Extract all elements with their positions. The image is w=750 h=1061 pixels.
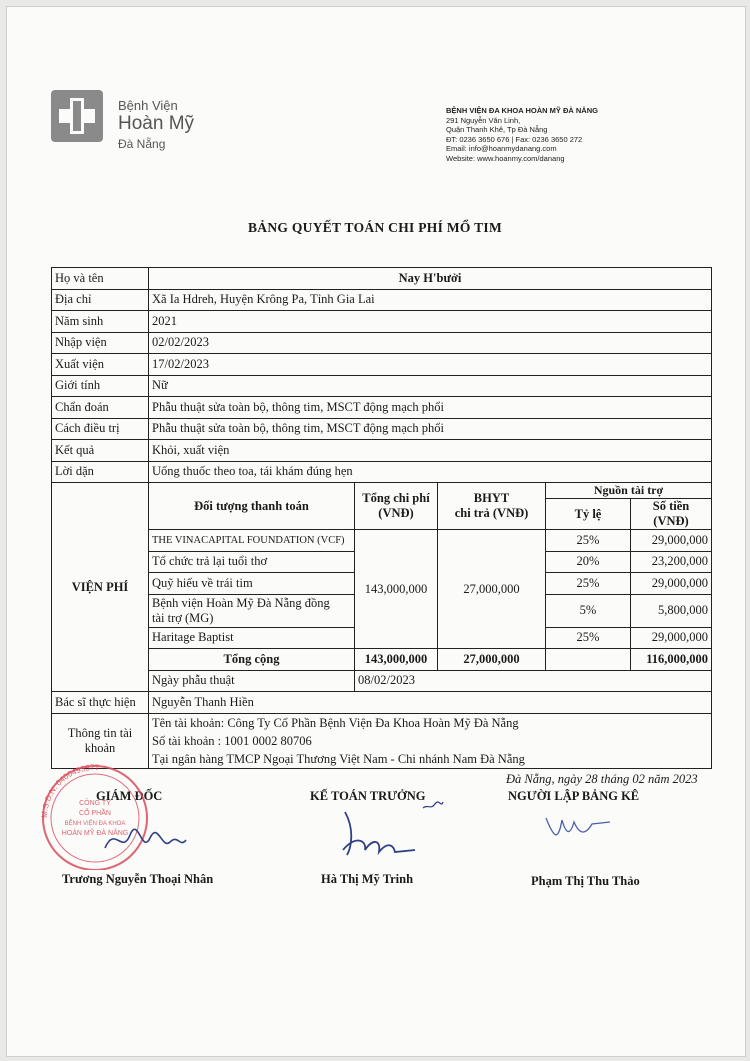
amount: 29,000,000 [631,573,712,595]
admit-date: 02/02/2023 [149,332,712,354]
account-label-l1: Thông tin tài [67,725,133,740]
ratio: 25% [546,573,631,595]
col-payer: Đối tượng thanh toán [149,483,355,530]
accountant-signature-icon [325,800,445,860]
patient-gender: Nữ [149,375,712,397]
table-row [52,670,712,692]
fees-header-row [52,483,712,499]
logo-line-2: Hoàn Mỹ [118,113,195,134]
svg-text:HOÀN MỸ ĐÀ NẴNG: HOÀN MỸ ĐÀ NẴNG [61,830,129,837]
amount: 5,800,000 [631,594,712,627]
hospital-logo-icon [51,90,103,142]
col-source: Nguồn tài trợ [546,483,712,499]
table-row [52,530,712,552]
row-label: Xuất viện [52,354,149,376]
phone-fax: ĐT: 0236 3650 676 | Fax: 0236 3650 272 [446,134,583,144]
sum-total: 143,000,000 [355,649,438,671]
surgeon: Nguyễn Thanh Hiền [149,692,712,714]
table-row [52,268,712,290]
payer-name: THE VINACAPITAL FOUNDATION (VCF) [149,530,355,552]
fees-section-label: VIỆN PHÍ [52,483,149,692]
hospital-contact [446,106,598,164]
row-label: Ngày phẫu thuật [149,670,355,692]
col-bhyt [438,483,546,530]
director-signature-icon [100,820,190,860]
ratio: 25% [546,530,631,552]
director-title: GIÁM ĐỐC [96,789,163,803]
col-total-l2: (VNĐ) [378,506,414,520]
result: Khỏi, xuất viện [149,440,712,462]
account-number: Số tài khoản : 1001 0002 80706 [152,733,312,748]
discharge-date: 17/02/2023 [149,354,712,376]
total-cost: 143,000,000 [355,530,438,649]
svg-text:CỔ PHẦN: CỔ PHẦN [79,810,111,817]
settlement-table [51,267,712,769]
payer-name-l2: tài trợ (MG) [152,610,214,625]
account-bank: Tại ngân hàng TMCP Ngoại Thương Việt Nam - Chi nhánh Nam Đà Nẵng [152,751,525,766]
bhyt-paid: 27,000,000 [438,530,546,649]
page-title: BẢNG QUYẾT TOÁN CHI PHÍ MỔ TIM [247,220,503,235]
logo-line-3: Đà Nẵng [118,137,166,151]
col-total-l1: Tổng chi phí [362,491,430,505]
table-row [52,461,712,483]
row-label: Giới tính [52,375,149,397]
director-name: Trương Nguyễn Thoại Nhân [62,872,214,886]
account-info [149,713,712,768]
table-row [52,692,712,714]
col-ratio: Tỷ lệ [546,499,631,530]
row-label: Năm sinh [52,311,149,333]
ratio: 25% [546,627,631,649]
sum-amount: 116,000,000 [631,649,712,671]
patient-name: Nay H'bưởi [149,268,712,290]
col-amount-l1: Số tiền [652,499,690,513]
row-label: Bác sĩ thực hiện [52,692,149,714]
patient-birth: 2021 [149,311,712,333]
col-bhyt-l2: chi trả (VNĐ) [454,506,529,520]
svg-text:BỆNH VIỆN ĐA KHOA: BỆNH VIỆN ĐA KHOA [64,821,126,827]
table-row [52,289,712,311]
col-amount-l2: (VNĐ) [653,514,689,528]
payer-name: Haritage Baptist [149,627,355,649]
table-row [52,418,712,440]
website: Website: www.hoanmy.com/danang [446,153,565,163]
col-total [355,483,438,530]
diagnosis: Phẫu thuật sửa toàn bộ, thông tim, MSCT động mạch phổi [149,397,712,419]
table-row [52,375,712,397]
accountant-title: KẾ TOÁN TRƯỞNG [310,789,426,803]
payer-name-l1: Bệnh viện Hoàn Mỹ Đà Nẵng đồng [152,595,330,610]
row-label: Họ và tên [52,268,149,290]
sum-ratio-empty [546,649,631,671]
table-row [52,311,712,333]
patient-address: Xã Ia Hdreh, Huyện Krông Pa, Tỉnh Gia Lai [149,289,712,311]
amount: 29,000,000 [631,530,712,552]
preparer-name: Phạm Thị Thu Thảo [531,874,640,888]
ratio: 5% [546,594,631,627]
table-row [52,332,712,354]
total-row [52,649,712,671]
advice: Uống thuốc theo toa, tái khám đúng hẹn [149,461,712,483]
accountant-name: Hà Thị Mỹ Trinh [321,872,414,886]
surgery-date: 08/02/2023 [355,670,712,692]
payer-name: Tổ chức trả lại tuổi thơ [149,551,355,573]
date-line: Đà Nẵng, ngày 28 tháng 02 năm 2023 [506,772,698,786]
account-holder: Tên tài khoản: Công Ty Cổ Phần Bệnh Viện Đa Khoa Hoàn Mỹ Đà Nẵng [152,715,519,730]
table-row [52,354,712,376]
address-line-2: Quận Thanh Khê, Tp Đà Nẵng [446,125,548,135]
row-label: Lời dặn [52,461,149,483]
svg-text:CÔNG TY: CÔNG TY [79,800,111,807]
amount: 29,000,000 [631,627,712,649]
row-label: Kết quả [52,440,149,462]
email: Email: info@hoanmydanang.com [446,144,557,154]
row-label: Địa chỉ [52,289,149,311]
treatment: Phẫu thuật sửa toàn bộ, thông tim, MSCT động mạch phổi [149,418,712,440]
payer-name [149,594,355,627]
amount: 23,200,000 [631,551,712,573]
ratio: 20% [546,551,631,573]
preparer-signature-icon [540,808,620,848]
hospital-name: BỆNH VIỆN ĐA KHOA HOÀN MỸ ĐÀ NẴNG [446,106,598,115]
preparer-title: NGƯỜI LẬP BẢNG KÊ [508,789,640,803]
col-amount [631,499,712,530]
account-label-l2: khoản [84,740,116,755]
row-label: Cách điều trị [52,418,149,440]
svg-text:M.S.D.N: 0400495577: M.S.D.N: 0400495577 [39,762,100,819]
sum-label: Tổng cộng [149,649,355,671]
table-row [52,440,712,462]
sum-bhyt: 27,000,000 [438,649,546,671]
col-bhyt-l1: BHYT [473,491,510,505]
logo-line-1: Bệnh Viện [118,98,178,113]
table-row [52,397,712,419]
address-line-1: 291 Nguyễn Văn Linh, [446,115,521,125]
row-label: Nhập viện [52,332,149,354]
row-label: Chẩn đoán [52,397,149,419]
payer-name: Quỹ hiếu về trái tim [149,573,355,595]
